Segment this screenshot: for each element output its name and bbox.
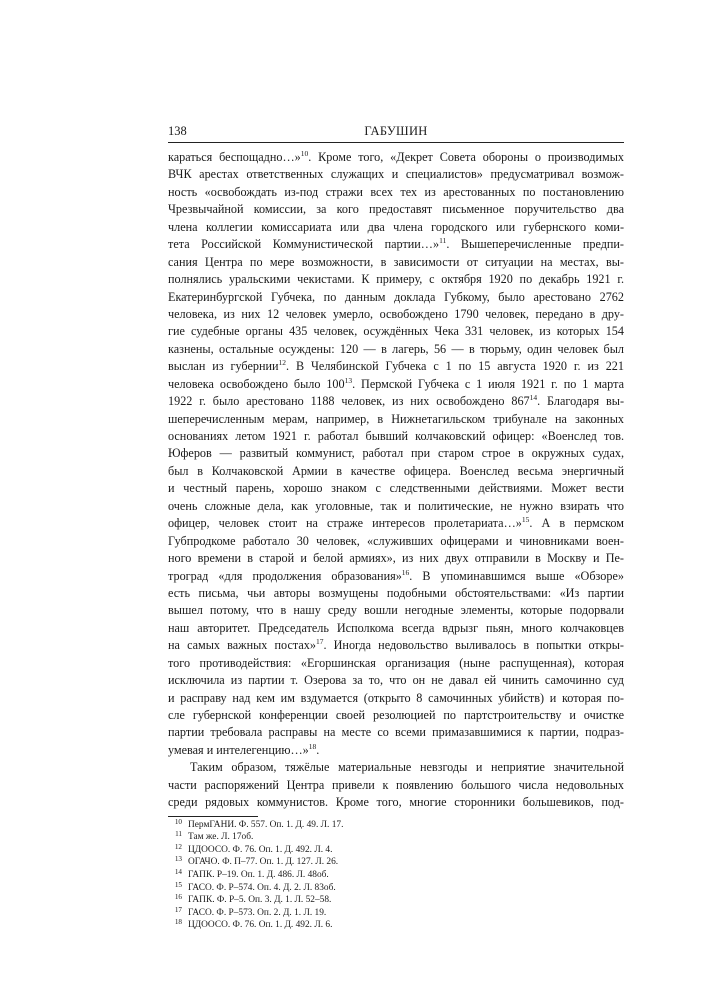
text-run: умевая и интелегенцию…»: [168, 742, 309, 757]
text-run: . В Челябинской Губчека с 1 по 15 августа 1920 г. из 221: [286, 359, 624, 374]
text-run: ВЧК арестах ответственных служащих и специалистов» предусматривал возмож-: [168, 167, 624, 182]
text-line: [168, 759, 624, 776]
text-line: [168, 707, 624, 724]
text-run: . Пермской Губчека с 1 июля 1921 г. по 1 марта: [352, 376, 624, 391]
text-run: ность «освобождать из-под стражи всех тех из арестованных по постановлению: [168, 184, 624, 199]
footnote: [168, 831, 624, 844]
text-run: полнялись уральскими чекистами. К примеру, с октября 1920 по декабрь 1921 г.: [168, 272, 624, 287]
footnote-text: Там же. Л. 17об.: [188, 832, 254, 843]
text-run: казнены, остальные осуждены: 120 — в лагерь, 56 — в тюрьму, один человек был: [168, 341, 624, 356]
text-run: . Иногда недовольство выливалось в попытки откры-: [323, 638, 624, 653]
footnote-number: 14: [174, 868, 182, 876]
text-run: сле губернской конференции своей резолюцией по партстроительству и очистке: [168, 708, 624, 722]
text-run: . Кроме того, «Декрет Совета обороны о производимых: [308, 150, 624, 164]
footnote-number: 15: [174, 880, 182, 889]
text-run: очень сложные дела, как уголовные, так и политические, не нужно взирать что: [168, 498, 624, 513]
footnote-ref: 16: [401, 567, 410, 577]
text-line: [168, 149, 624, 166]
text-line: [168, 672, 624, 689]
text-line: [168, 620, 624, 637]
footnote: [168, 907, 624, 920]
footnote-number: 12: [174, 842, 182, 851]
footnote-ref: 14: [529, 393, 538, 403]
text-run: тета Российской Коммунистической партии…»: [168, 237, 440, 252]
text-run: Юферов — развитый коммунист, работал при старом строе в окружных судах,: [168, 446, 624, 461]
body-text: [168, 149, 624, 812]
text-run: ного времени в старой и белой армиях», из них двух отправили в Москву и Пе-: [168, 551, 624, 566]
text-run: и расправу над кем им вздумается (открыто 8 самочинных убийств) и которая по-: [168, 690, 624, 705]
text-run: партии требовала расправы на месте со всеми примазавшимися к партии, подраз-: [168, 725, 624, 740]
page-header: [168, 122, 624, 143]
text-run: . А в пермском: [529, 516, 624, 531]
text-line: [168, 602, 624, 619]
footnote-text: ГАПК. Р–19. Оп. 1. Д. 486. Л. 48об.: [188, 870, 329, 880]
text-line: [168, 515, 624, 532]
text-run: вышел потому, что в нашу среду вошли негодные элементы, которые подорвали: [168, 603, 624, 618]
text-line: [168, 445, 624, 462]
text-line: [168, 498, 624, 515]
text-run: Чрезвычайной комиссии, за кого предоставят письменное поручительство два: [168, 202, 624, 217]
footnote: [168, 882, 624, 895]
text-line: [168, 568, 624, 585]
text-run: троград «для продолжения образования»: [168, 568, 402, 583]
text-line: [168, 323, 624, 340]
footnote-text: ПермГАНИ. Ф. 557. Оп. 1. Д. 49. Л. 17.: [188, 819, 344, 830]
text-line: [168, 271, 624, 288]
text-run: среди рядовых коммунистов. Кроме того, многие сторонники большевиков, под-: [168, 795, 624, 810]
text-run: был в Колчаковской Армии в качестве офицера. Военслед весьма энергичный: [168, 463, 624, 478]
footnote: [168, 819, 624, 832]
text-line: [168, 480, 624, 497]
footnote-number: 18: [174, 918, 182, 927]
footnotes: [168, 819, 624, 932]
text-run: 1922 г. было арестовано 1188 человек, из них освобождено 867: [168, 394, 530, 409]
footnote-text: ЦДООСО. Ф. 76. Оп. 1. Д. 492. Л. 4.: [188, 844, 333, 855]
text-line: [168, 289, 624, 306]
text-line: [168, 533, 624, 550]
text-line: [168, 585, 624, 602]
text-line: [168, 428, 624, 445]
footnote-ref: 15: [521, 515, 530, 525]
footnote-number: 17: [174, 905, 182, 914]
text-line: [168, 341, 624, 358]
page-number: 138: [168, 124, 187, 138]
footnote-ref: 12: [278, 358, 287, 368]
footnote-ref: 18: [308, 741, 317, 751]
footnote-ref: 11: [439, 236, 447, 246]
text-run: Губпродкоме работало 30 человек, «служивших офицерами и чиновниками воен-: [168, 533, 624, 548]
text-line: [168, 777, 624, 794]
footnote-number: 10: [174, 817, 182, 826]
footnote-text: ГАСО. Ф. Р–574. Оп. 4. Д. 2. Л. 83об.: [188, 882, 336, 893]
text-line: [168, 306, 624, 323]
text-run: основаниях летом 1921 г. работал бывший колчаковский офицер: «Военслед тов.: [168, 429, 624, 443]
text-run: исключила из партии т. Озерова за то, что он не давал ей чинить самочинно суд: [168, 673, 624, 688]
text-run: гие судебные органы 435 человек, осуждённых Чека 331 человек, из которых 154: [168, 324, 624, 339]
text-run: Таким образом, тяжёлые материальные невзгоды и неприятие значительной: [190, 760, 624, 775]
text-run: человека, из них 12 человек умерло, освобождено 1790 человек, передано в дру-: [168, 306, 624, 321]
text-run: выслан из губернии: [168, 359, 279, 374]
footnote-text: ЦДООСО. Ф. 76. Оп. 1. Д. 492. Л. 6.: [188, 920, 333, 931]
text-run: .: [316, 742, 320, 757]
footnote-ref: 13: [344, 375, 353, 385]
text-run: Екатеринбургской Губчека, по данным доклада Губкому, было арестовано 2762: [168, 289, 624, 304]
text-run: того противодействия: «Егоршинская организация (ныне распущенная), которая: [168, 655, 624, 670]
footnote-text: ГАСО. Ф. Р–573. Оп. 2. Д. 1. Л. 19.: [188, 907, 327, 918]
text-line: [168, 201, 624, 218]
footnote: [168, 869, 624, 882]
text-line: [168, 219, 624, 236]
footnote-ref: 10: [300, 149, 309, 158]
footnote-ref: 17: [315, 637, 324, 647]
text-line: [168, 794, 624, 811]
text-run: человека освобождено было 100: [168, 376, 345, 391]
text-run: шеперечисленным мерам, например, в Нижнетагильском трибунале на законных: [168, 411, 624, 426]
footnote-text: ГАПК. Ф. Р–5. Оп. 3. Д. 1. Л. 52–58.: [188, 895, 332, 906]
text-run: . Вышеперечисленные предпи-: [446, 237, 624, 252]
footnote-text: ОГАЧО. Ф. П–77. Оп. 1. Д. 127. Л. 26.: [188, 857, 339, 868]
text-run: на самых важных постах»: [168, 638, 316, 653]
text-run: сания Центра по мере возможности, в зависимости от ситуации на местах, вы-: [168, 254, 624, 269]
footnote: [168, 856, 624, 869]
text-line: [168, 690, 624, 707]
text-run: . В упоминавшимся выше «Обзоре»: [409, 568, 624, 583]
text-line: [168, 655, 624, 672]
text-line: [168, 236, 624, 253]
text-run: наш авторитет. Председатель Исполкома всегда вдрызг пьян, много колчаковцев: [168, 620, 624, 635]
text-line: [168, 463, 624, 480]
footnote: [168, 844, 624, 857]
text-line: [168, 637, 624, 654]
text-run: . Благодаря вы-: [537, 394, 624, 409]
text-run: офицер, человек стоит на страже интересов пролетариата…»: [168, 516, 522, 531]
footnote: [168, 919, 624, 932]
text-run: и честный парень, хорошо знаком с следственными действиями. Может вести: [168, 481, 624, 496]
text-line: [168, 376, 624, 393]
footnote-number: 13: [174, 855, 182, 864]
footnote: [168, 894, 624, 907]
footnote-number: 16: [174, 893, 182, 902]
text-line: [168, 393, 624, 410]
text-line: [168, 254, 624, 271]
text-line: [168, 411, 624, 428]
text-line: [168, 358, 624, 375]
text-line: [168, 724, 624, 741]
text-run: есть письма, чьи авторы возмущены подобными обстоятельствами: «Из партии: [168, 585, 624, 600]
running-head: ГАБУШИН: [364, 124, 428, 138]
text-line: [168, 742, 624, 759]
text-run: части распоряжений Центра привели к появлению большого числа недовольных: [168, 777, 624, 792]
text-run: караться беспощадно…»: [168, 150, 301, 164]
text-run: члена коллегии комиссариата или два члена городского или губернского коми-: [168, 219, 624, 234]
text-line: [168, 550, 624, 567]
book-page: [168, 122, 624, 932]
footnote-number: 11: [175, 830, 182, 839]
text-line: [168, 166, 624, 183]
text-line: [168, 184, 624, 201]
